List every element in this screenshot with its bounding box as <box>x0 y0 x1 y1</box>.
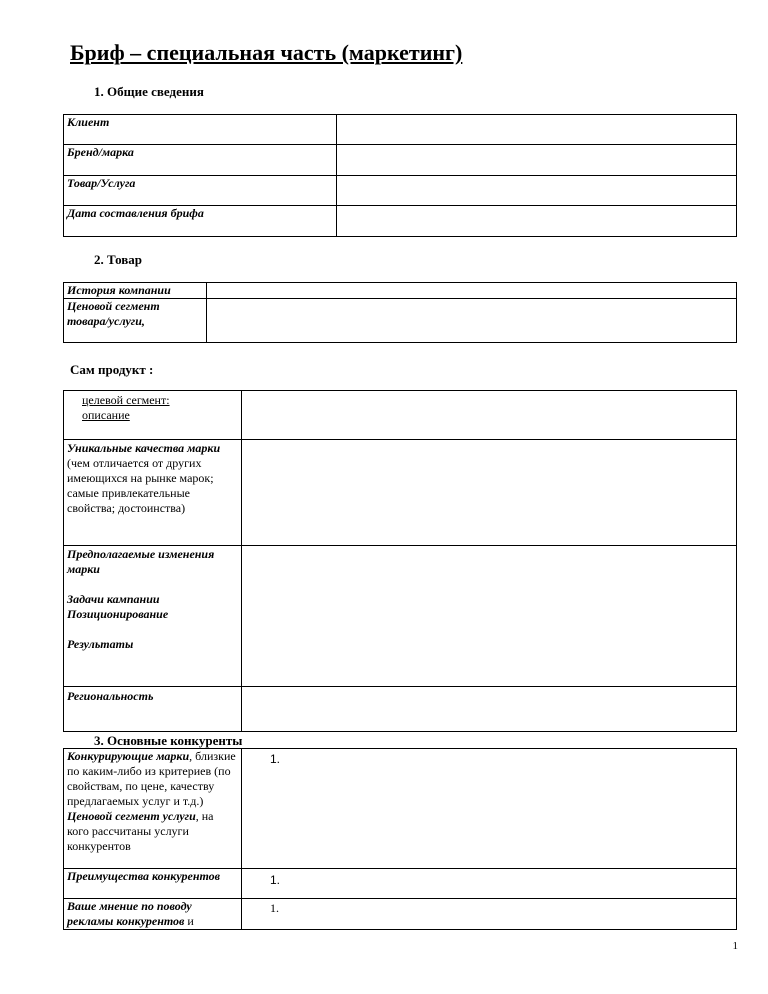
product-table <box>63 282 737 343</box>
competitors-table <box>63 748 737 930</box>
competitors-field[interactable] <box>242 749 737 869</box>
brand-label: Бренд/марка <box>64 145 337 176</box>
table-row <box>64 869 737 899</box>
brief-date-label: Дата составления брифа <box>64 206 337 237</box>
competitors-label <box>64 749 242 869</box>
section-1-heading: 1. Общие сведения <box>94 84 204 99</box>
table-row <box>64 440 737 546</box>
table-row <box>64 391 737 440</box>
competitors-item-number: 1. <box>270 752 281 766</box>
unique-qualities-title: Уникальные качества марки <box>67 441 221 455</box>
target-segment-label <box>64 391 242 440</box>
table-row <box>64 176 737 206</box>
table-row <box>64 687 737 732</box>
brief-date-field[interactable] <box>337 206 737 237</box>
price-segment-field[interactable] <box>207 299 737 343</box>
campaign-tasks-label: Задачи кампании <box>67 592 160 606</box>
competing-brands-description: , близкие по каким-либо из критериев (по свойствам, по цене, качеству предлагаемых услуг и т.д.) <box>67 749 236 808</box>
service-price-segment-description: , на кого рассчитаны услуги конкурентов <box>67 809 214 853</box>
competing-brands-title: Конкурирующие марки <box>67 749 190 763</box>
product-heading: Сам продукт : <box>70 362 154 377</box>
product-service-field[interactable] <box>337 176 737 206</box>
results-label: Результаты <box>67 637 134 651</box>
ads-opinion-label <box>64 899 242 930</box>
target-segment-line1: целевой сегмент: <box>82 393 170 407</box>
campaign-info-label <box>64 546 242 687</box>
target-segment-field[interactable] <box>242 391 737 440</box>
ads-opinion-item-number: 1. <box>270 901 279 915</box>
competitor-advantages-label: Преимущества конкурентов <box>64 869 242 899</box>
positioning-label: Позиционирование <box>67 607 169 621</box>
ads-opinion-title: Ваше мнение по поводу рекламы конкурентов <box>67 899 192 928</box>
client-field[interactable] <box>337 115 737 145</box>
table-row <box>64 546 737 687</box>
table-row <box>64 283 737 299</box>
brand-changes-label: Предполагаемые изменения марки <box>67 547 215 576</box>
table-row <box>64 115 737 145</box>
section-3-heading: 3. Основные конкуренты <box>94 733 243 748</box>
service-price-segment-title: Ценовой сегмент услуги <box>67 809 196 823</box>
unique-qualities-field[interactable] <box>242 440 737 546</box>
price-segment-label: Ценовой сегмент товара/услуги, <box>64 299 207 343</box>
competitor-advantages-field[interactable] <box>242 869 737 899</box>
table-row <box>64 299 737 343</box>
table-row <box>64 206 737 237</box>
section-2-heading: 2. Товар <box>94 252 143 267</box>
table-row <box>64 899 737 930</box>
unique-qualities-label <box>64 440 242 546</box>
target-segment-line2: описание <box>82 408 130 422</box>
product-service-label: Товар/Услуга <box>64 176 337 206</box>
product-details-table <box>63 390 737 732</box>
advantages-item-number: 1. <box>270 873 281 887</box>
company-history-label: История компании <box>64 283 207 299</box>
table-row <box>64 749 737 869</box>
brand-field[interactable] <box>337 145 737 176</box>
page-number: 1 <box>732 940 738 952</box>
regionality-label: Региональность <box>64 687 242 732</box>
ads-opinion-field[interactable] <box>242 899 737 930</box>
regionality-field[interactable] <box>242 687 737 732</box>
client-label: Клиент <box>64 115 337 145</box>
unique-qualities-description: (чем отличается от других имеющихся на рынке марок; самые привлекательные свойства; достоинства) <box>67 456 214 515</box>
company-history-field[interactable] <box>207 283 737 299</box>
page-title: Бриф – специальная часть (маркетинг) <box>70 40 463 65</box>
table-row <box>64 145 737 176</box>
campaign-info-field[interactable] <box>242 546 737 687</box>
ads-opinion-suffix: и <box>184 914 194 928</box>
general-info-table <box>63 114 737 237</box>
